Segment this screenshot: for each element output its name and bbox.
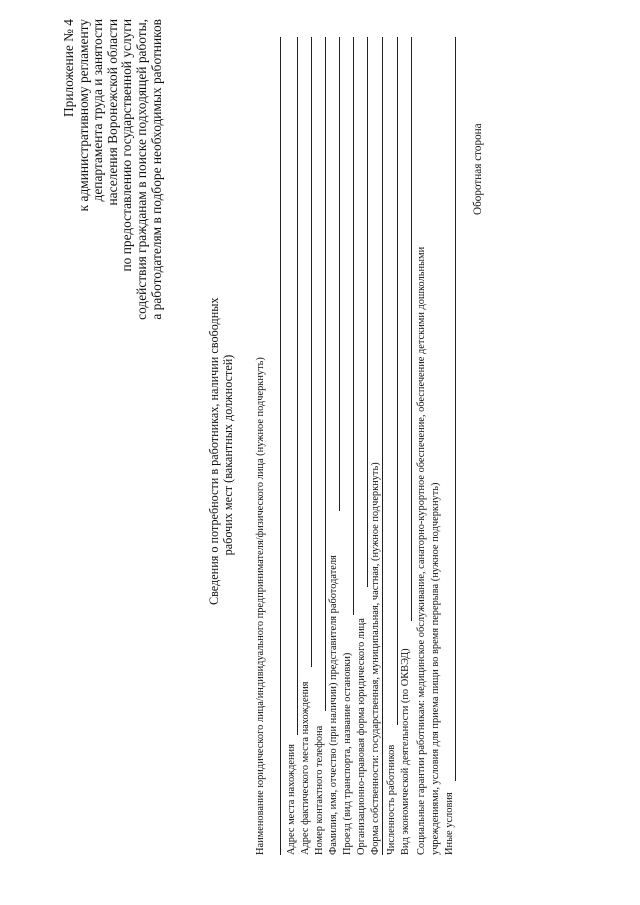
reverse-side-note: Оборотная сторона <box>472 123 484 215</box>
activity-label: Вид экономической деятельности (по ОКВЭД) <box>400 648 411 855</box>
representative-line[interactable] <box>339 37 340 511</box>
phone-label: Номер контактного телефона <box>314 725 325 855</box>
address-line[interactable] <box>297 37 298 735</box>
activity-line[interactable] <box>411 37 412 621</box>
form-title-line: рабочих мест (вакантных должностей) <box>220 354 235 556</box>
headcount-label: Численность работников <box>386 744 397 855</box>
ownership-line[interactable] <box>382 37 383 855</box>
headcount-line[interactable] <box>397 37 398 725</box>
ownership-label: Форма собственности: государственная, муниципальная, частная, (нужное подчеркнуть) <box>370 462 381 855</box>
address-label: Адрес места нахождения <box>286 744 297 855</box>
transport-line[interactable] <box>353 37 354 615</box>
appendix-line: департамента труда и занятости <box>90 19 106 202</box>
guarantees-label-line2: учреждениями, условия для приема пищи во время перерыва (нужное подчеркнуть) <box>430 482 441 855</box>
other-conditions-label: Иные условия <box>444 792 455 855</box>
appendix-header <box>62 19 164 345</box>
appendix-line: содействия гражданам в поиске подходящей работы, <box>133 19 149 320</box>
phone-line[interactable] <box>325 37 326 711</box>
legal-form-label: Организационно-правовая форма юридического лица <box>356 618 367 855</box>
actual-address-line[interactable] <box>311 37 312 667</box>
appendix-line: по предоставлению государственной услуги <box>119 19 135 272</box>
form-title <box>207 297 236 605</box>
transport-label: Проезд (вид транспорта, название остановки) <box>342 652 353 855</box>
appendix-line: к административному регламенту <box>75 19 91 212</box>
employer-name-line[interactable] <box>280 37 281 855</box>
representative-label: Фамилия, имя, отчество (при наличии) представителя работодателя <box>328 555 339 855</box>
legal-form-line[interactable] <box>367 37 368 587</box>
appendix-line: населения Воронежской области <box>104 19 120 206</box>
employer-name-label: Наименование юридического лица/индивидуального предпринимателя/физического лица (нужное подчеркнуть) <box>255 357 266 855</box>
form-title-line: Сведения о потребности в работниках, наличии свободных <box>207 297 221 605</box>
actual-address-label: Адрес фактического места нахождения <box>300 681 311 855</box>
guarantees-label-line1: Социальные гарантии работникам: медицинское обслуживание, санаторно-курортное обеспечение, обеспечение детскими дошкольными <box>416 246 427 855</box>
other-conditions-line[interactable] <box>455 37 456 781</box>
appendix-title: Приложение № 4 <box>61 19 76 118</box>
appendix-line: а работодателям в подборе необходимых работников <box>148 19 164 320</box>
